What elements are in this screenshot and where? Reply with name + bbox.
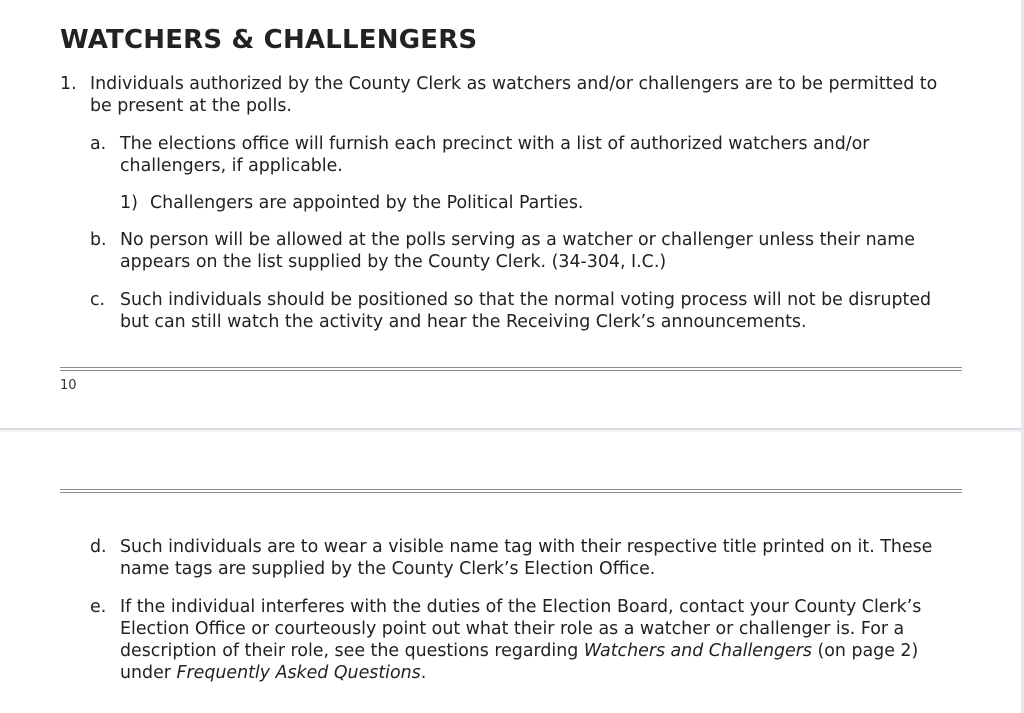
list-item-text: Individuals authorized by the County Clerk as watchers and/or challengers are to be permitted to be present at the polls. [90,74,938,116]
page-number: 10 [60,378,77,393]
list-item-b [90,229,965,273]
list-marker: c. [90,290,106,310]
list-item-text: Challengers are appointed by the Political Parties. [150,193,584,213]
list-item-text-part: . [420,663,427,683]
list-marker: 1. [60,74,77,94]
list-item-text [120,596,965,684]
header-rule [60,492,962,493]
list-marker: e. [90,597,107,617]
list-item-a-1 [120,192,920,214]
list-item-1 [60,73,960,117]
list-item-text-part: If the individual interferes with the duties of the Election Board, contact your County Clerk’s Election Office or courteously point out what their role as a watcher or challenger is. For a description of their role, see the questions regarding [120,597,922,661]
header-rule [60,489,962,490]
list-item-c [90,289,965,333]
list-item-text-part: (on page 2) under [120,641,919,683]
list-marker: 1) [120,193,138,213]
list-item-text: No person will be allowed at the polls serving as a watcher or challenger unless their name appears on the list supplied by the County Clerk. (34-304, I.C.) [120,230,915,272]
list-marker: b. [90,230,107,250]
list-item-text: The elections office will furnish each precinct with a list of authorized watchers and/or challengers, if applicable. [120,134,870,176]
list-marker: d. [90,537,107,557]
emphasis-watchers-and-challengers: Watchers and Challengers [583,641,812,661]
list-item-text: Such individuals are to wear a visible name tag with their respective title printed on it. These name tags are supplied by the County Clerk’s Election Office. [120,537,933,579]
list-item-text: Such individuals should be positioned so that the normal voting process will not be disrupted but can still watch the activity and hear the Receiving Clerk’s announcements. [120,290,932,332]
footer-rule [60,370,962,371]
list-marker: a. [90,134,107,154]
emphasis-faq: Frequently Asked Questions [176,663,421,683]
list-item-a [90,133,965,177]
section-heading: WATCHERS & CHALLENGERS [60,25,478,55]
list-item-e [90,596,965,684]
page-separator-shadow [0,430,1021,432]
footer-rule [60,367,962,368]
list-item-d [90,536,965,580]
